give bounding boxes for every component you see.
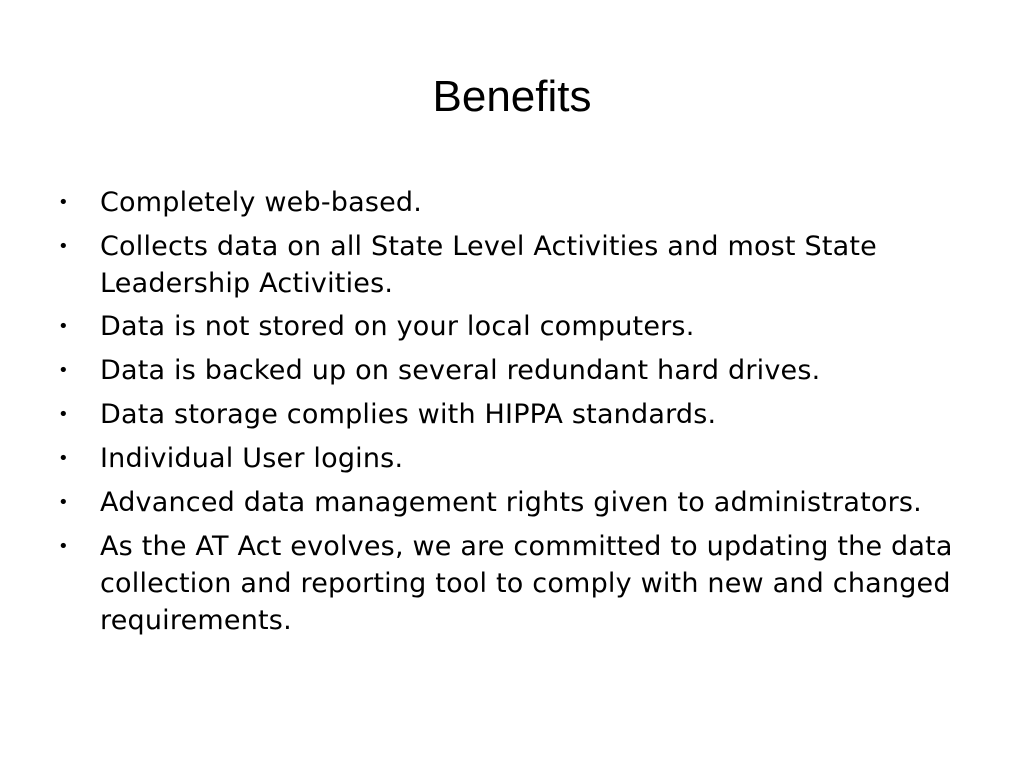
bullet-point-icon: •: [58, 492, 69, 513]
bullet-text: Completely web-based.: [100, 187, 423, 218]
bullet-item: [56, 184, 956, 222]
bullet-text: Collects data on all State Level Activities and most State Leadership Activities.: [100, 231, 877, 299]
bullet-point-icon: •: [58, 536, 69, 557]
slide-title: Benefits: [432, 72, 592, 121]
bullet-point-icon: •: [58, 192, 69, 213]
bullet-text: Data storage complies with HIPPA standards.: [100, 399, 717, 430]
bullet-point-icon: •: [58, 404, 69, 425]
bullet-list: [56, 184, 956, 645]
bullet-text: Data is backed up on several redundant hard drives.: [100, 355, 821, 386]
bullet-text: Individual User logins.: [100, 443, 404, 474]
bullet-item: [56, 528, 956, 639]
bullet-item: [56, 484, 956, 522]
bullet-text: Data is not stored on your local computers.: [100, 311, 695, 342]
bullet-item: [56, 396, 956, 434]
bullet-point-icon: •: [58, 360, 69, 381]
bullet-text: Advanced data management rights given to administrators.: [100, 487, 922, 518]
bullet-item: [56, 352, 956, 390]
bullet-point-icon: •: [58, 448, 69, 469]
bullet-point-icon: •: [58, 316, 69, 337]
bullet-item: [56, 440, 956, 478]
bullet-text: As the AT Act evolves, we are committed to updating the data collection and reporting tool to comply with new and changed requirements.: [100, 531, 953, 636]
bullet-point-icon: •: [58, 236, 69, 257]
bullet-item: [56, 228, 956, 302]
bullet-item: [56, 308, 956, 346]
